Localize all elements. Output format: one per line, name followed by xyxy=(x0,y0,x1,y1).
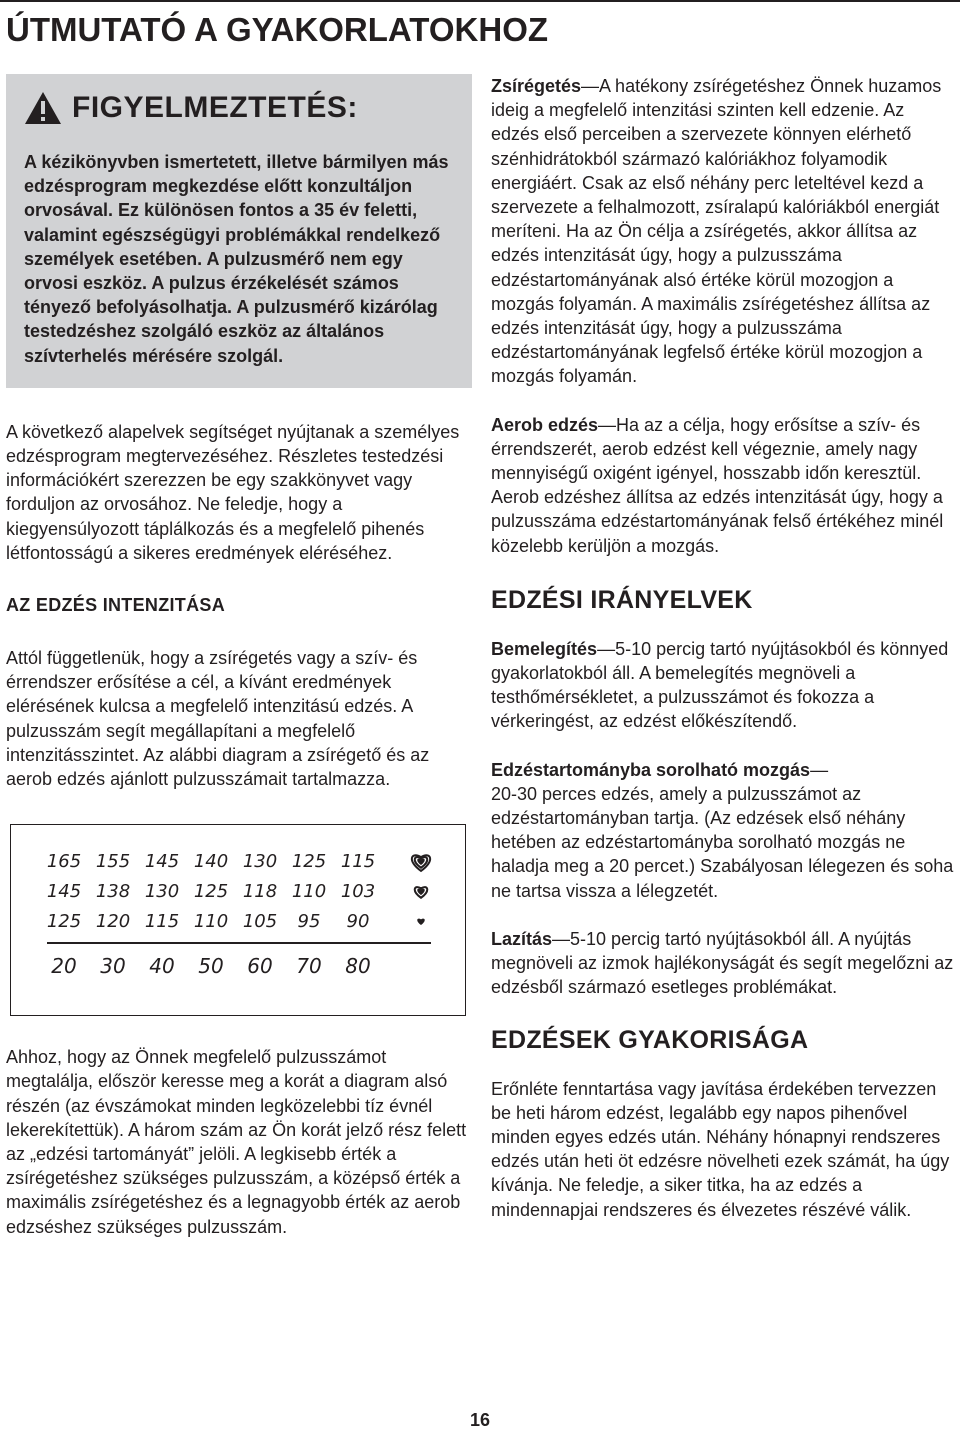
chart-age-label: 30 xyxy=(100,954,126,979)
fat-burning-paragraph xyxy=(491,74,955,389)
chart-note-paragraph: Ahhoz, hogy az Önnek megfelelő pulzusszámot megtalálja, először keresse meg a korát a diagram alsó részén (az évszámokat minden legközelebbi tíz évnél lekerekítettük). A három szám az Ön korát jelző rész felett az „edzési tartományát” jelöli. A legkisebb érték a zsírégetéshez szükséges pulzusszám, a középső érték a maximális zsírégetéshez és a legnagyobb érték az aerob edzséshez szükséges pulzusszám. xyxy=(6,1047,467,1237)
chart-cell-value: 103 xyxy=(340,881,376,903)
training-zone-lead: Edzéstartományba sorolható mozgás xyxy=(491,759,811,780)
intensity-paragraph: Attól függetlenük, hogy a zsírégetés vagy a szív- és érrendszer erősítése a cél, a kívánt eredmények elérésének kulcsa a megfelelő intenzitású edzés. A pulzusszám segít megállapítani a megfelelő intenzitásszintet. Az alábbi diagram a zsírégető és az aerob edzés ajánlott pulzusszámait tartalmazza. xyxy=(6,648,430,790)
warning-header xyxy=(24,88,460,128)
page-number: 16 xyxy=(469,1410,491,1430)
page-title: ÚTMUTATÓ A GYAKORLATOKHOZ xyxy=(6,11,549,48)
heart-rate-chart-svg xyxy=(11,825,467,1017)
chart-age-label: 80 xyxy=(345,954,371,979)
aerobic-paragraph xyxy=(491,413,955,558)
cooldown-lead: Lazítás xyxy=(491,928,553,949)
frequency-heading: EDZÉSEK GYAKORISÁGA xyxy=(491,1025,809,1054)
chart-cell-value: 130 xyxy=(144,881,180,903)
cooldown-text: 5-10 percig tartó nyújtásokból áll. A nyújtás megnöveli az izmok hajlékonyságát és segít megelőzni az edzésből származó esetleges problémákat. xyxy=(491,928,954,998)
heart-rate-chart xyxy=(10,824,466,1016)
chart-cell-value: 95 xyxy=(297,911,321,933)
intro-paragraph: A következő alapelvek segítséget nyújtanak a személyes edzésprogram megtervezéséhez. Részletes testedzési információkért szerezzen be egy szakkönyvet vagy forduljon az orvosához. Ne feledje, hogy a kiegyensúlyozott táplálkozás és a megfelelő pihenés létfontosságú a sikeres eredmények eléréséhez. xyxy=(6,421,460,563)
chart-cell-value: 90 xyxy=(346,911,370,933)
warning-title: FIGYELMEZTETÉS: xyxy=(72,91,358,124)
chart-age-label: 20 xyxy=(51,954,77,979)
left-column xyxy=(6,74,472,1239)
fat-burning-lead: Zsírégetés xyxy=(491,76,582,96)
chart-cell-value: 125 xyxy=(291,851,327,873)
warmup-lead: Bemelegítés xyxy=(491,638,598,659)
chart-cell-value: 105 xyxy=(242,911,278,933)
aerobic-text: Ha az a célja, hogy erősítse a szív- és érrendszerét, aerob edzést kell végeznie, amely nagy mennyiségű oxigént igényel, hosszabb időn keresztül. Aerob edzéshez állítsa az edzés intenzitását úgy, hogy a pulzusszáma edzéstartományának felső értékéhez minél közelebb kerüljön a mozgás. xyxy=(491,414,944,556)
top-rule xyxy=(0,0,960,2)
chart-cell-value: 145 xyxy=(144,851,180,873)
chart-cell-value: 118 xyxy=(242,881,278,903)
dash: — xyxy=(598,414,617,435)
warning-box xyxy=(6,74,472,388)
training-zone-text: 20-30 perces edzés, amely a pulzusszámot az edzéstartományban tartja. (Az edzések első néhány hetében az edzéstartományba sorolható mozgás ne haladja meg a 20 percet.) Szabályosan lélegezen és soha ne tartsa vissza a lélegzetét. xyxy=(491,783,954,901)
warning-triangle-icon xyxy=(24,91,62,125)
warmup-paragraph xyxy=(491,637,955,734)
right-column xyxy=(491,74,955,1222)
chart-age-label: 60 xyxy=(247,954,273,979)
chart-cell-value: 145 xyxy=(46,881,82,903)
chart-age-label: 50 xyxy=(198,954,224,979)
dash: — xyxy=(810,759,829,780)
chart-cell-value: 110 xyxy=(291,881,327,903)
warning-text: A kézikönyvben ismertetett, illetve bármilyen más edzésprogram megkezdése előtt konzultáljon orvosával. Ez különösen fontos a 35 év feletti, valamint egészségügyi problémákkal rendelkező személyek esetében. A pulzusmérő nem egy orvosi eszköz. A pulzus érzékelését számos tényező befolyásolhatja. A pulzusmérő kizárólag testedzéshez szolgáló eszköz az általános szívterhelés mérésére szolgál. xyxy=(24,152,449,366)
dash: — xyxy=(597,638,616,659)
training-zone-paragraph xyxy=(491,758,955,903)
chart-cell-value: 125 xyxy=(46,911,82,933)
chart-cell-value: 165 xyxy=(46,851,82,873)
chart-cell-value: 130 xyxy=(242,851,278,873)
chart-cell-value: 110 xyxy=(193,911,229,933)
chart-cell-value: 140 xyxy=(193,851,229,873)
chart-age-label: 70 xyxy=(296,954,322,979)
guidelines-heading: EDZÉSI IRÁNYELVEK xyxy=(491,585,753,614)
chart-cell-value: 115 xyxy=(340,851,376,873)
aerobic-lead: Aerob edzés xyxy=(491,414,599,435)
chart-cell-value: 125 xyxy=(193,881,229,903)
cooldown-paragraph xyxy=(491,927,955,1000)
intensity-heading: AZ EDZÉS INTENZITÁSA xyxy=(6,595,226,616)
frequency-paragraph: Erőnléte fenntartása vagy javítása érdekében tervezzen be heti három edzést, legalább egy napos pihenővel minden egyes edzés után. Néhány hónapnyi rendszeres edzés után heti öt edzésre növelheti ezek számát, ha úgy kívánja. Ne feledje, a siker titka, ha az edzés a mindennapjai rendszeres és élvezetes részévé válik. xyxy=(491,1078,950,1220)
fat-burning-text: A hatékony zsírégetéshez Önnek huzamos ideig a megfelelő intenzitási szinten kell edzenie. Az edzés első perceiben a szervezete könnyen elérhető szénhidrátokból származó kalóriákhoz folyamodik energiáért. Csak az első néhány perc leteltével kezd a szervezete a felhalmozott, zsíralapú kalóriákból energiát meríteni. Ha az Ön célja a zsírégetés, akkor állítsa az edzés intenzitását úgy, hogy a pulzusszáma edzéstartományának alsó értéke körül mozogjon a mozgás folyamán. A maximális zsírégetéshez állítsa az edzés intenzitását úgy, hogy a pulzusszáma edzéstartományának legfelső értéke körül mozogjon a mozgás folyamán. xyxy=(491,76,942,387)
warmup-text: 5-10 percig tartó nyújtásokból és könnyed gyakorlatokból áll. A bemelegítés megnöveli a testhőmérsékletet, a pulzusszámot és fokozza a vérkeringést, az edzést előkészítendő. xyxy=(491,638,949,732)
chart-cell-value: 155 xyxy=(95,851,131,873)
heart-single-icon xyxy=(417,919,424,925)
chart-age-label: 40 xyxy=(149,954,175,979)
heart-double-icon xyxy=(415,887,427,898)
chart-cell-value: 115 xyxy=(144,911,180,933)
chart-cell-value: 138 xyxy=(95,881,131,903)
chart-cell-value: 120 xyxy=(95,911,131,933)
dash: — xyxy=(581,76,600,96)
dash: — xyxy=(552,928,571,949)
heart-triple-icon xyxy=(412,856,430,872)
